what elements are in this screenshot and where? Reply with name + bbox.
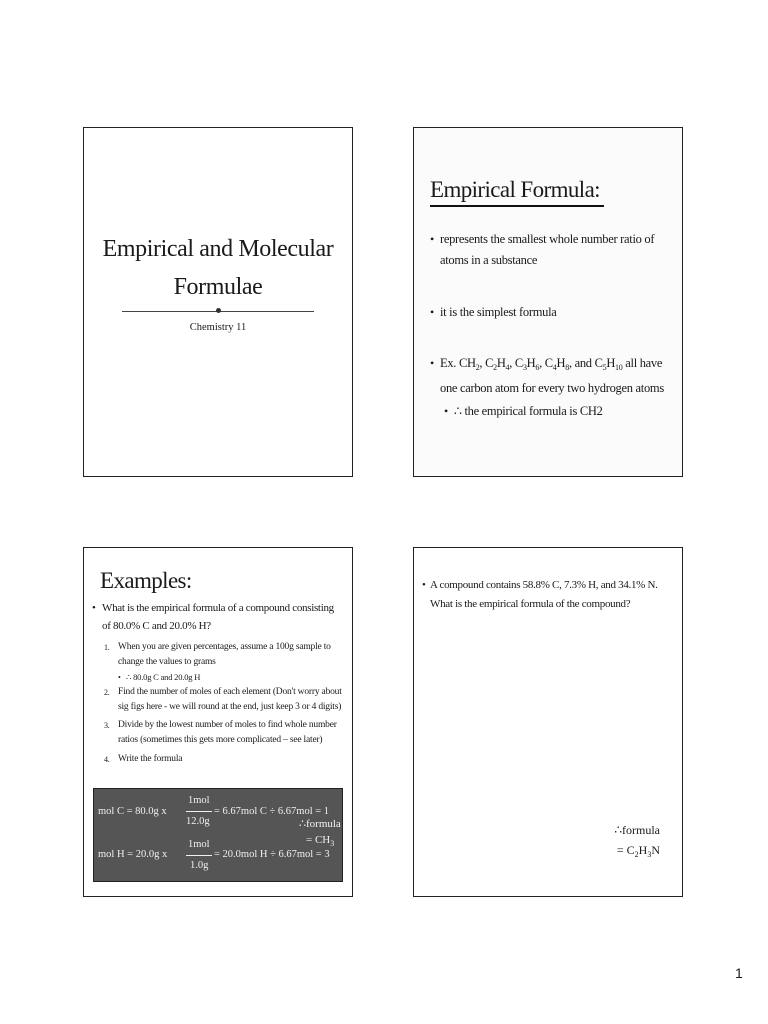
answer-block [614,820,660,865]
answer-formula: = $C_2H_3N$ [616,843,660,859]
slide-3-title: Examples: [100,568,192,593]
step-1: 1. When you are given percentages, assume a 100g sample to change the values to grams [104,642,331,667]
page-number: 1 [735,965,743,981]
calc-row2-left: mol H = 20.0g x [98,849,168,860]
slide-1 [83,127,353,477]
calc-row2-right: = 20.0mol H ÷ 6.67mol = 3 [214,849,330,860]
calc-row2-num: 1mol [188,839,210,850]
divider-dot [216,308,221,313]
calc-row1-den: 12.0g [186,816,210,827]
step-3: 3. Divide by the lowest number of moles to find whole number ratios (sometimes this gets more complicated – see later) [104,720,337,745]
step-4: 4. Write the formula [104,754,183,764]
steps-list [104,640,344,767]
compound-question: • A compound contains 58.8% C, 7.3% H, and 34.1% N. What is the empirical formula of the compound? [430,576,670,614]
bullet-example: • Ex. $CH_2$, $C_2H_4$, $C_3H_6$, $C_4H_8$, and $C_5H_{10}$ all have one carbon atom for every two hydrogen atoms [440,353,672,399]
bullet-definition: • represents the smallest whole number ratio of atoms in a substance [440,229,672,271]
calc-row2-fraction-bar [186,855,212,856]
calc-row1-left: mol C = 80.0g x [98,806,167,817]
title-line-2: Formulae [173,274,263,300]
slide-1-title [84,230,352,306]
calc-row1-fraction-bar [186,811,212,812]
calc-formula-eq: = $CH_3$ [306,834,335,848]
calculation-box [93,788,343,882]
title-line-1: Empirical and Molecular [102,236,334,262]
calc-row1-right: = 6.67mol C ÷ 6.67mol = 1 [214,806,330,817]
bullet-simplest: • it is the simplest formula [440,302,557,323]
step-1-sub: • ∴ 80.0g C and 20.0g H [104,670,344,685]
slide-2-title: Empirical Formula: [430,176,604,207]
slide-1-subtitle: Chemistry 11 [189,322,247,333]
slide-4 [413,547,683,897]
calc-row2-den: 1.0g [190,860,209,871]
sub-bullet-empirical: • ∴ the empirical formula is CH2 [454,401,603,422]
example-question: • What is the empirical formula of a compound consisting of 80.0% C and 20.0% H? [102,599,342,635]
answer-label: ∴formula [614,823,660,837]
calc-formula-label: ∴formula [299,818,341,830]
slide-3 [83,547,353,897]
title-divider [122,307,314,317]
step-2: 2. Find the number of moles of each element (Don't worry about sig figs here - we will round at the end, just keep 3 or 4 digits) [104,687,342,712]
calc-row1-num: 1mol [188,795,210,806]
slide-2 [413,127,683,477]
